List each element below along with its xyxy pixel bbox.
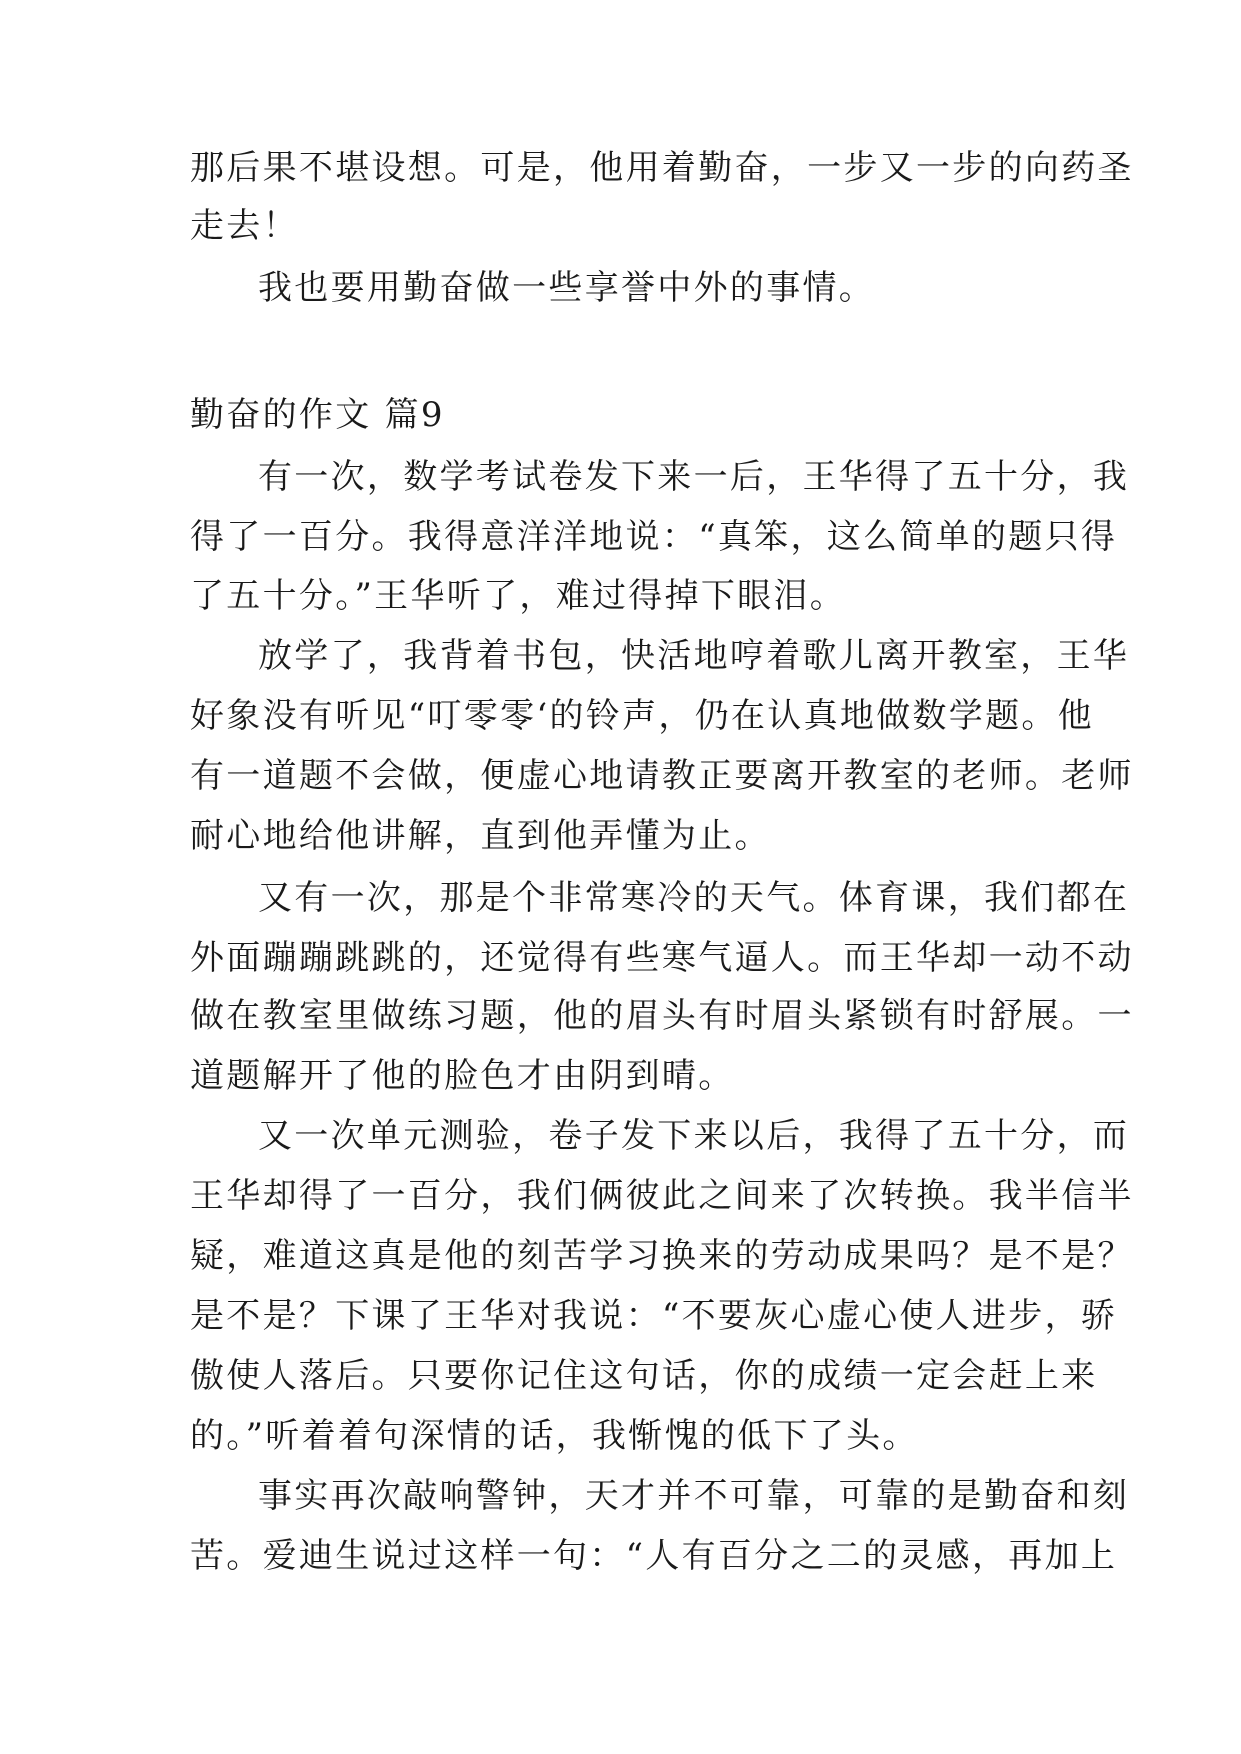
text-line: 有一道题不会做，便虚心地请教正要离开教室的老师。老师 <box>190 756 1134 796</box>
text-line: 外面蹦蹦跳跳的，还觉得有些寒气逼人。而王华却一动不动 <box>190 938 1134 978</box>
text-line: 道题解开了他的脸色才由阴到晴。 <box>190 1056 735 1096</box>
text-line: 又一次单元测验，卷子发下来以后，我得了五十分，而 <box>258 1116 1130 1156</box>
text-line: 走去！ <box>190 206 299 246</box>
text-line: 好象没有听见“叮零零‘的铃声，仍在认真地做数学题。他 <box>190 696 1094 736</box>
text-line: 的。”听着着句深情的话，我惭愧的低下了头。 <box>190 1416 919 1456</box>
text-line: 做在教室里做练习题，他的眉头有时眉头紧锁有时舒展。一 <box>190 996 1134 1036</box>
section-heading: 勤奋的作文 篇9 <box>190 395 445 435</box>
text-line: 有一次，数学考试卷发下来一后，王华得了五十分，我 <box>258 457 1130 497</box>
text-line: 苦。爱迪生说过这样一句：“人有百分之二的灵感，再加上 <box>190 1536 1118 1576</box>
text-line: 疑，难道这真是他的刻苦学习换来的劳动成果吗？是不是？ <box>190 1236 1134 1276</box>
text-line: 那后果不堪设想。可是，他用着勤奋，一步又一步的向药圣 <box>190 148 1134 188</box>
text-line: 我也要用勤奋做一些享誉中外的事情。 <box>258 268 876 308</box>
text-line: 是不是？下课了王华对我说：“不要灰心虚心使人进步，骄 <box>190 1296 1118 1336</box>
text-line: 傲使人落后。只要你记住这句话，你的成绩一定会赶上来 <box>190 1356 1098 1396</box>
text-line: 王华却得了一百分，我们俩彼此之间来了次转换。我半信半 <box>190 1176 1134 1216</box>
text-line: 放学了，我背着书包，快活地哼着歌儿离开教室，王华 <box>258 636 1130 676</box>
text-line: 又有一次，那是个非常寒冷的天气。体育课，我们都在 <box>258 878 1130 918</box>
text-line: 得了一百分。我得意洋洋地说：“真笨，这么简单的题只得 <box>190 517 1118 557</box>
text-line: 了五十分。”王华听了，难过得掉下眼泪。 <box>190 576 847 616</box>
text-line: 耐心地给他讲解，直到他弄懂为止。 <box>190 816 771 856</box>
text-line: 事实再次敲响警钟，天才并不可靠，可靠的是勤奋和刻 <box>258 1476 1130 1516</box>
